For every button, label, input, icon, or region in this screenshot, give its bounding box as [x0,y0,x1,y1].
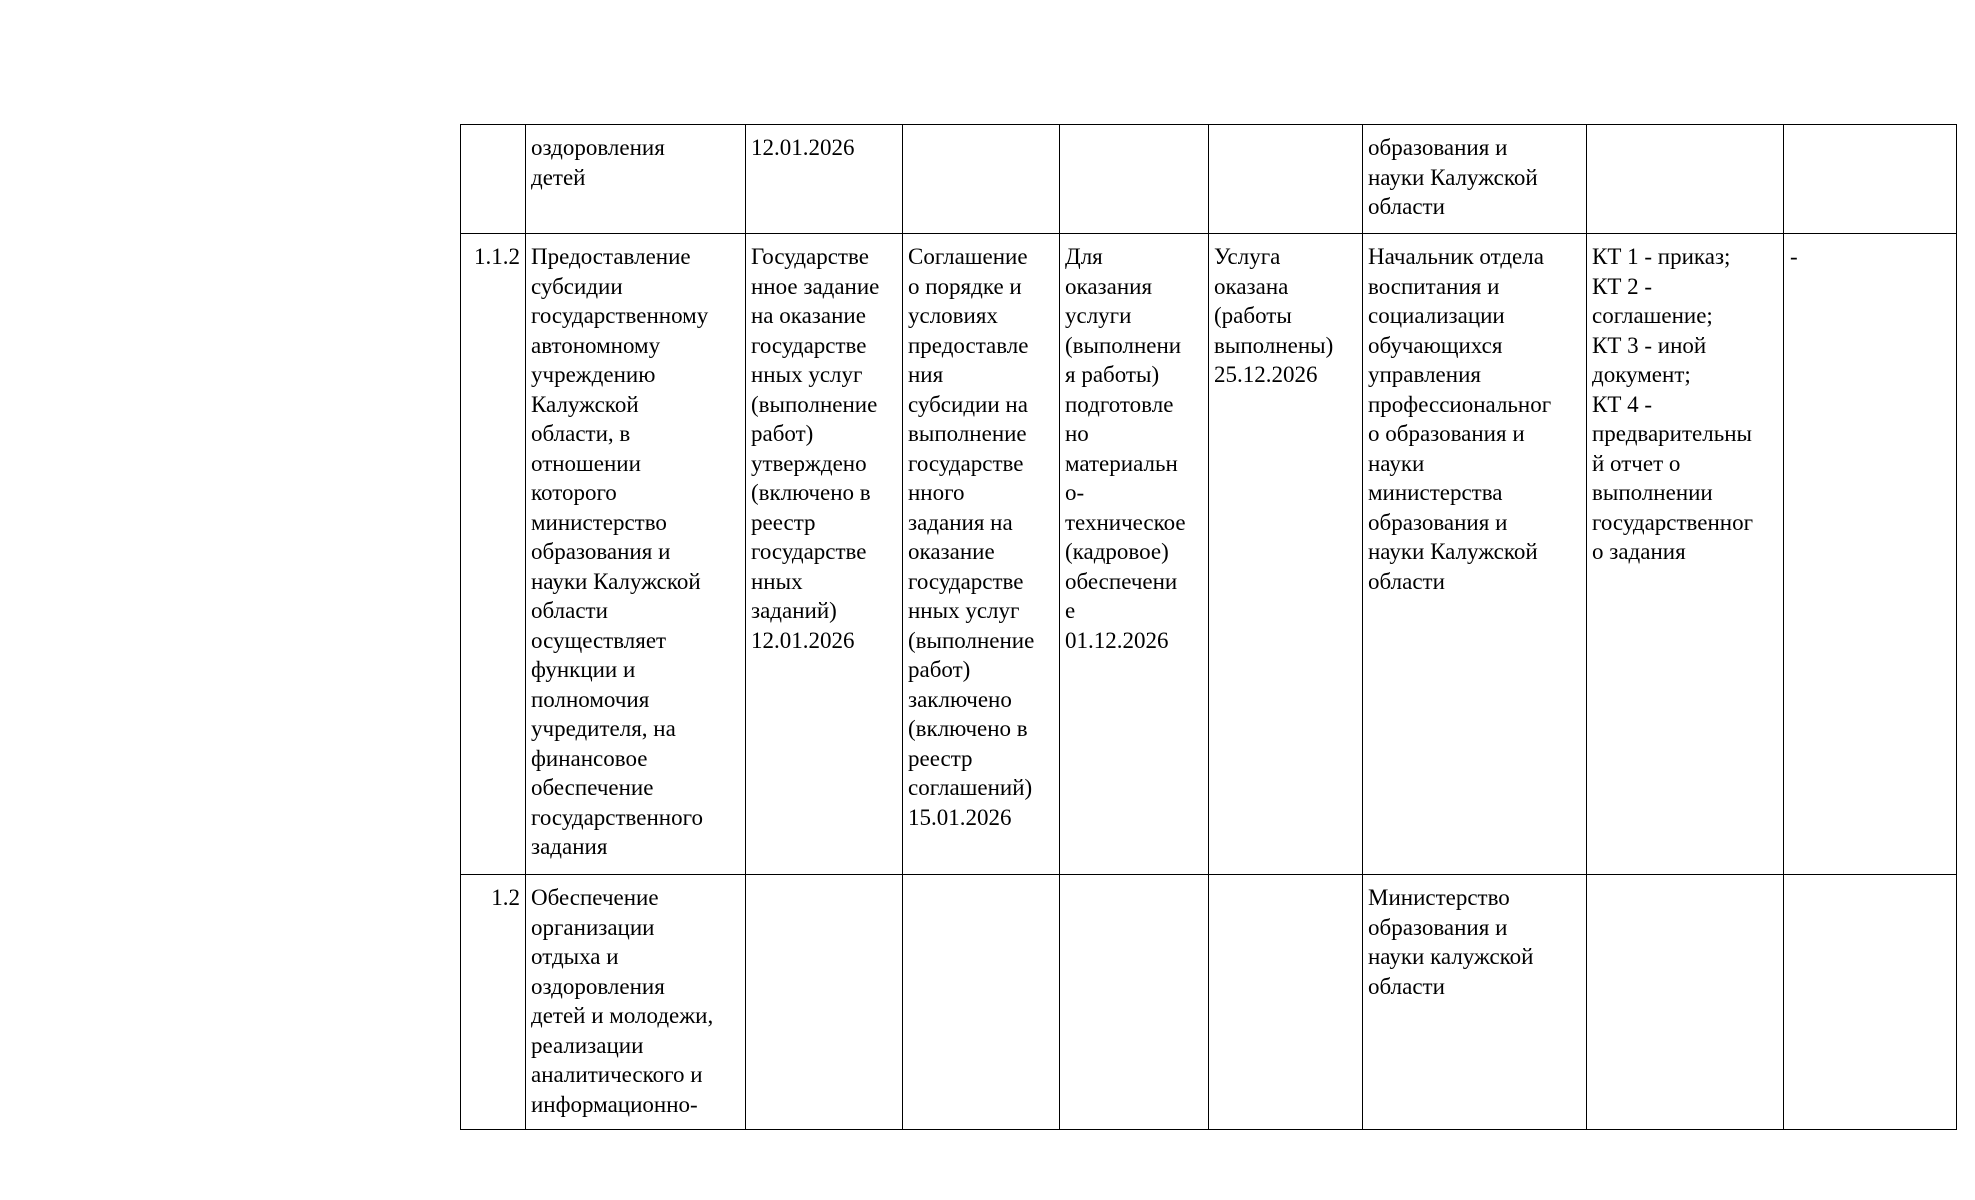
responsible-cell: образования и науки Калужской области [1363,125,1587,234]
info-system-cell [1784,125,1957,234]
info-system-cell: - [1784,234,1957,875]
checkpoint-4-cell: Услуга оказана (работы выполнены) 25.12.2026 [1209,234,1363,875]
table-row [461,234,1957,875]
checkpoint-2-cell [903,875,1060,1130]
checkpoint-4-cell [1209,125,1363,234]
checkpoint-1-cell: Государстве нное задание на оказание государстве нных услуг (выполнение работ) утверждено (включено в реестр государстве нных заданий) 12.01.2026 [746,234,903,875]
checkpoint-3-cell [1060,125,1209,234]
responsible-cell: Министерство образования и науки калужской области [1363,875,1587,1130]
document-type-cell: КТ 1 - приказ; КТ 2 - соглашение; КТ 3 - иной документ; КТ 4 - предварительны й отчет о выполнении государственног о задания [1587,234,1784,875]
row-number-cell: 1.1.2 [461,234,526,875]
event-name-cell: Обеспечение организации отдыха и оздоровления детей и молодежи, реализации аналитического и информационно- [526,875,746,1130]
checkpoint-3-cell [1060,875,1209,1130]
checkpoint-2-cell: Соглашение о порядке и условиях предоставле ния субсидии на выполнение государстве нного задания на оказание государстве нных услуг (выполнение работ) заключено (включено в реестр соглашений) 15.01.2026 [903,234,1060,875]
checkpoint-3-cell: Для оказания услуги (выполнени я работы) подготовле но материальн о- техническое (кадровое) обеспечени е 01.12.2026 [1060,234,1209,875]
checkpoint-1-cell: 12.01.2026 [746,125,903,234]
table-row [461,875,1957,1130]
activity-plan-table [460,124,1957,1130]
checkpoint-1-cell [746,875,903,1130]
row-number-cell [461,125,526,234]
info-system-cell [1784,875,1957,1130]
document-type-cell [1587,125,1784,234]
document-type-cell [1587,875,1784,1130]
responsible-cell: Начальник отдела воспитания и социализации обучающихся управления профессиональног о образования и науки министерства образования и науки Калужской области [1363,234,1587,875]
table-row [461,125,1957,234]
checkpoint-2-cell [903,125,1060,234]
event-name-cell: Предоставление субсидии государственному автономному учреждению Калужской области, в отношении которого министерство образования и науки Калужской области осуществляет функции и полномочия учредителя, на финансовое обеспечение государственного задания [526,234,746,875]
event-name-cell: оздоровления детей [526,125,746,234]
checkpoint-4-cell [1209,875,1363,1130]
row-number-cell: 1.2 [461,875,526,1130]
